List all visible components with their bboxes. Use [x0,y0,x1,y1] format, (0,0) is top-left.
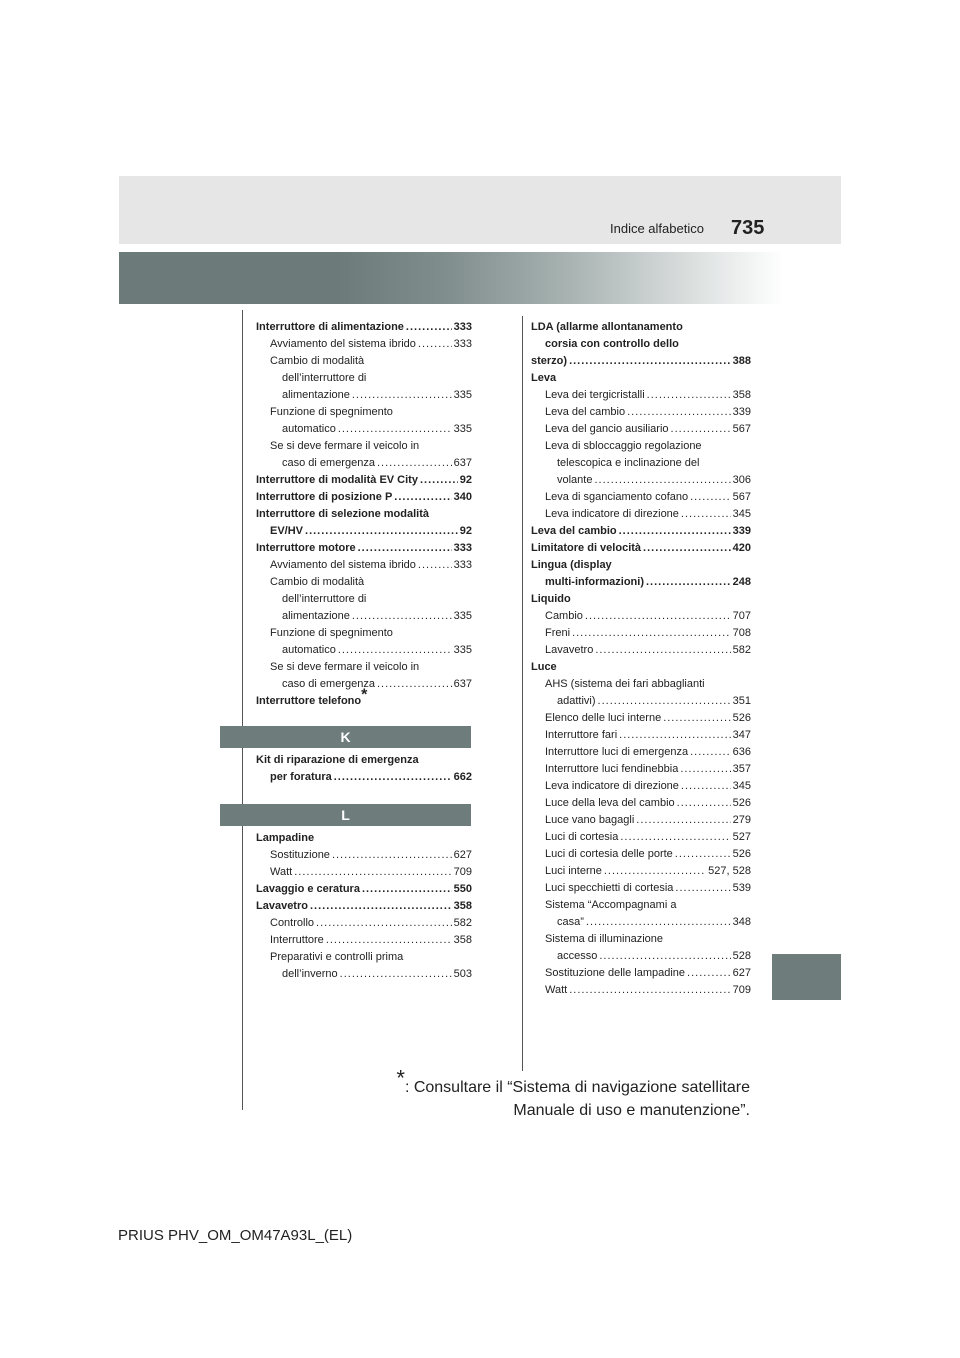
index-entry: Leva [531,372,557,384]
index-subentry: Funzione di spegnimento [270,406,393,418]
section-letter-k: K [220,726,471,748]
index-entry: Interruttore di selezione modalità [256,508,429,520]
index-subentry: Cambio ..... 707 [531,608,751,625]
index-subentry: Luci specchietti di cortesia ..... 539 [531,880,751,897]
index-section-k [256,752,472,786]
index-entry: Kit di riparazione di emergenza [256,754,419,766]
index-subentry: Sistema “Accompagnami a [545,899,677,911]
index-subentry: Luce della leva del cambio ..... 526 [531,795,751,812]
index-subentry: Interruttore fari ..... 347 [531,727,751,744]
index-entry: Lingua (display [531,559,612,571]
left-margin-rule [242,310,243,1110]
index-subentry: Se si deve fermare il veicolo in [270,440,420,452]
index-subentry-cont: adattivi) ..... 351 [531,693,751,710]
index-subentry: Elenco delle luci interne ..... 526 [531,710,751,727]
index-subentry-cont: alimentazione ..... 335 [256,387,472,404]
index-subentry: Interruttore ..... 358 [256,932,472,949]
index-subentry-cont: dell’interruttore di [282,372,367,384]
index-entry: Leva del cambio ..... 339 [531,523,751,540]
section-title: Indice alfabetico [610,221,704,236]
index-column-left [256,319,472,710]
index-subentry: Leva di sganciamento cofano ..... 567 [531,489,751,506]
index-subentry-cont: automatico ..... 335 [256,421,472,438]
index-subentry: Leva di sbloccaggio regolazione [545,440,702,452]
index-entry: Lampadine [256,832,315,844]
header-gradient-band [119,252,841,304]
index-entry: Limitatore di velocità ..... 420 [531,540,751,557]
index-subentry-cont: automatico ..... 335 [256,642,472,659]
index-subentry-cont: accesso ..... 528 [531,948,751,965]
index-subentry: Leva indicatore di direzione ..... 345 [531,506,751,523]
index-subentry: Lavavetro ..... 582 [531,642,751,659]
index-subentry: Watt ..... 709 [256,864,472,881]
footnote-marker: * [361,686,368,704]
index-subentry: Avviamento del sistema ibrido ..... 333 [256,557,472,574]
index-subentry: Freni ..... 708 [531,625,751,642]
index-subentry: Controllo ..... 582 [256,915,472,932]
index-subentry: Leva del gancio ausiliario ..... 567 [531,421,751,438]
index-entry: Liquido [531,593,571,605]
index-subentry: Watt ..... 709 [531,982,751,999]
index-subentry: Cambio di modalità [270,576,365,588]
index-entry-cont: corsia con controllo dello [545,338,679,350]
index-subentry-cont: caso di emergenza ..... 637 [256,676,472,693]
index-subentry: Preparativi e controlli prima [270,951,404,963]
index-subentry: Leva del cambio ..... 339 [531,404,751,421]
index-subentry-cont: casa” ..... 348 [531,914,751,931]
index-subentry: Sostituzione delle lampadine ..... 627 [531,965,751,982]
index-subentry: Sostituzione ..... 627 [256,847,472,864]
index-subentry-cont: alimentazione ..... 335 [256,608,472,625]
index-subentry: Interruttore luci fendinebbia ..... 357 [531,761,751,778]
index-subentry: Leva indicatore di direzione ..... 345 [531,778,751,795]
footnote [290,1065,750,1122]
index-subentry: AHS (sistema dei fari abbaglianti [545,678,705,690]
index-subentry-cont: dell’inverno ..... 503 [256,966,472,983]
index-subentry-cont: caso di emergenza ..... 637 [256,455,472,472]
index-entry-cont: per foratura ..... 662 [256,769,472,786]
column-divider [522,316,523,1071]
index-subentry: Se si deve fermare il veicolo in [270,661,420,673]
section-letter-l: L [220,804,471,826]
index-entry-cont: EV/HV ..... 92 [256,523,472,540]
index-subentry: Luci di cortesia ..... 527 [531,829,751,846]
index-entry: Interruttore motore ..... 333 [256,540,472,557]
index-entry: Lavaggio e ceratura ..... 550 [256,881,472,898]
index-subentry: Leva dei tergicristalli ..... 358 [531,387,751,404]
index-entry: Interruttore di alimentazione ..... 333 [256,319,472,336]
index-entry: Lavavetro ..... 358 [256,898,472,915]
index-subentry: Interruttore luci di emergenza ..... 636 [531,744,751,761]
index-subentry: Luci interne ..... 527, 528 [531,863,751,880]
index-entry-cont: sterzo) ..... 388 [531,353,751,370]
index-subentry-cont: dell’interruttore di [282,593,367,605]
index-entry-cont: multi-informazioni) ..... 248 [531,574,751,591]
index-subentry: Luce vano bagagli ..... 279 [531,812,751,829]
index-column-right [531,319,751,999]
index-subentry: Sistema di illuminazione [545,933,663,945]
index-subentry: Cambio di modalità [270,355,365,367]
footnote-marker: * [396,1065,405,1091]
document-code: PRIUS PHV_OM_OM47A93L_(EL) [118,1227,353,1244]
page-number: 735 [731,217,765,239]
index-subentry: Avviamento del sistema ibrido ..... 333 [256,336,472,353]
footnote-line-2: Manuale di uso e manutenzione”. [513,1102,750,1119]
index-subentry: Luci di cortesia delle porte ..... 526 [531,846,751,863]
index-subentry-cont: telescopica e inclinazione del [557,457,700,469]
index-subentry-cont: volante ..... 306 [531,472,751,489]
index-section-l [256,830,472,983]
index-entry: Interruttore telefono* [256,686,368,707]
index-entry: LDA (allarme allontanamento [531,321,683,333]
index-entry: Luce [531,661,557,673]
index-entry: Interruttore di posizione P ..... 340 [256,489,472,506]
footnote-line-1: : Consultare il “Sistema di navigazione satellitare [404,1079,750,1096]
index-entry: Interruttore di modalità EV City ..... 92 [256,472,472,489]
index-subentry: Funzione di spegnimento [270,627,393,639]
chapter-side-tab [772,954,841,1000]
